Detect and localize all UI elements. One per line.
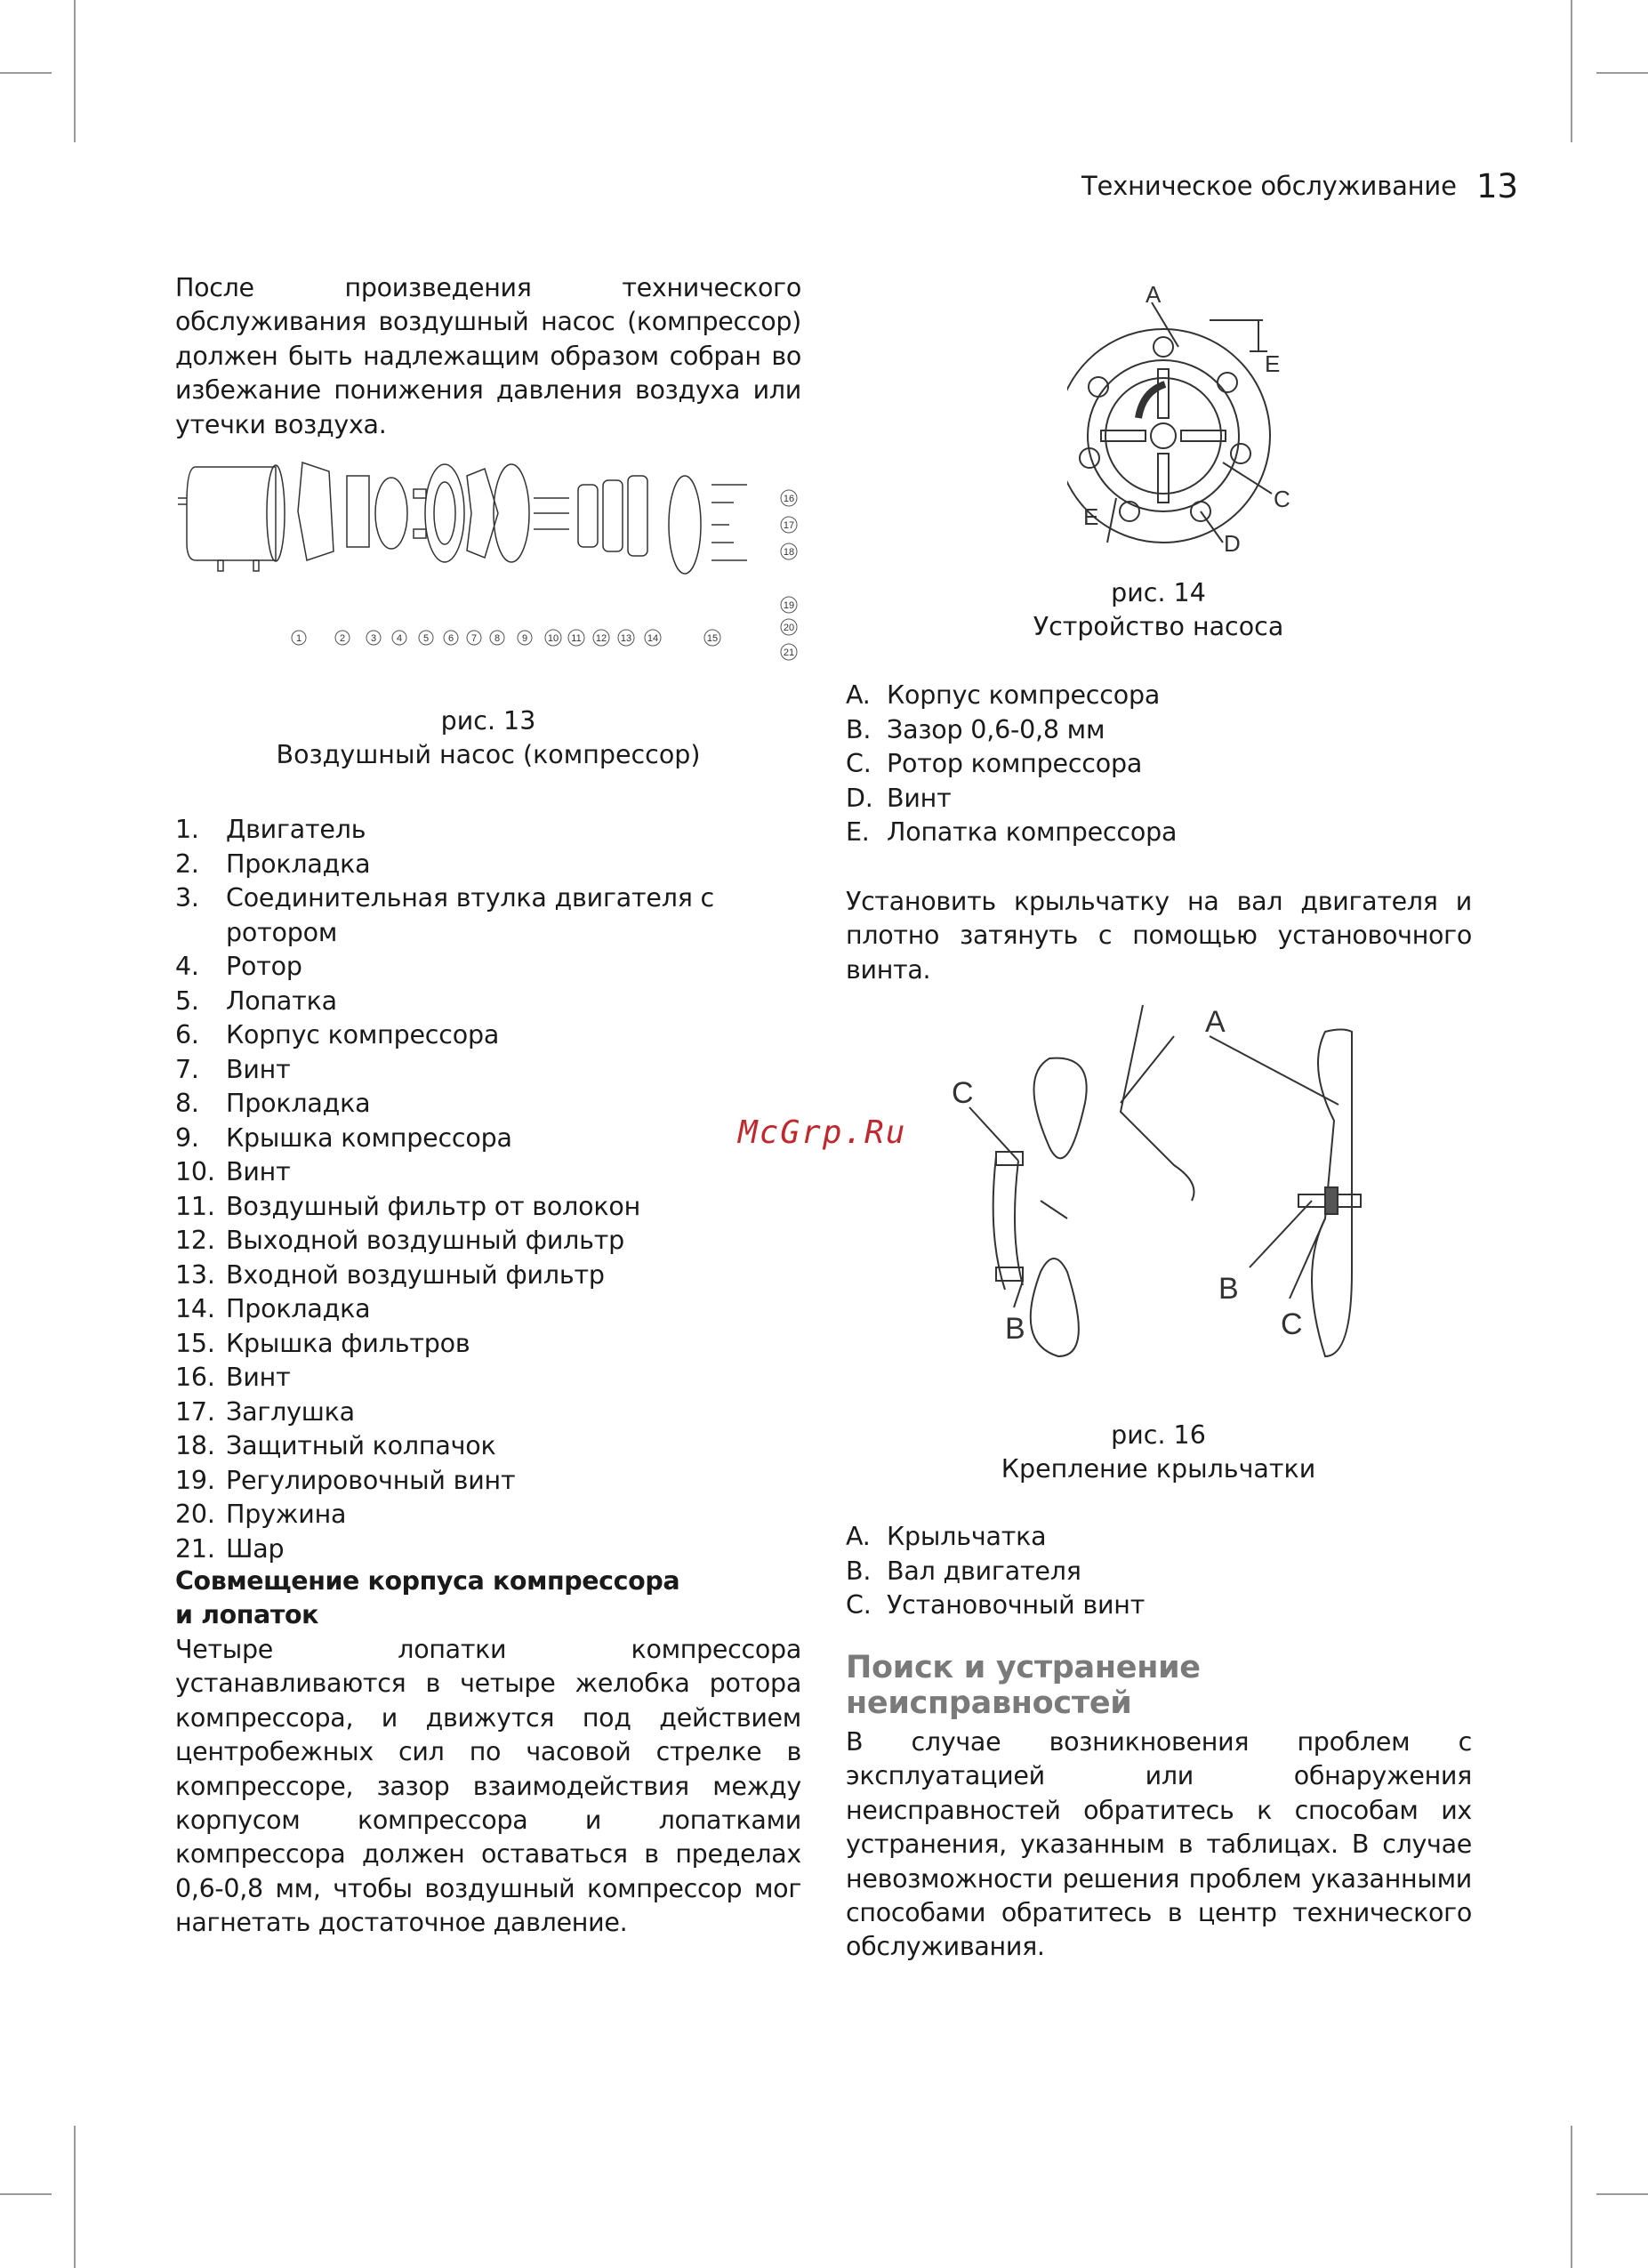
list-item: 11. Воздушный фильтр от волокон xyxy=(175,1191,641,1221)
callout-label: 18 xyxy=(783,547,795,558)
callout-label: 17 xyxy=(783,520,795,531)
fig14-title: Устройство насоса xyxy=(1033,612,1284,642)
page-number: 13 xyxy=(1476,167,1519,205)
letter-label: B xyxy=(1005,1312,1025,1346)
list-item: 19. Регулировочный винт xyxy=(175,1465,516,1495)
fig16-title: Крепление крыльчатки xyxy=(1001,1454,1316,1484)
alignment-heading: Совмещение корпуса компрессора и лопаток xyxy=(175,1566,680,1630)
list-item: 5. Лопатка xyxy=(175,985,337,1016)
legend-item: A. Корпус компрессора xyxy=(846,680,1161,710)
impeller-blade xyxy=(1031,1259,1079,1356)
fig16-legend xyxy=(846,1520,1433,1623)
gasket-part xyxy=(298,462,334,560)
callout-label: 12 xyxy=(595,633,607,644)
running-header: Техническое обслуживание xyxy=(1081,171,1457,201)
crop-mark xyxy=(1571,2126,1572,2268)
callout-label: 3 xyxy=(370,633,377,644)
list-item: 9. Крышка компрессора xyxy=(175,1122,512,1153)
list-item: 20. Пружина xyxy=(175,1500,347,1529)
filter-part xyxy=(578,485,598,547)
troubleshooting-heading: Поиск и устранение неисправностей xyxy=(846,1650,1201,1721)
troubleshooting-text: В случае возникновения проблем с эксплуатацией или обнаружения неисправностей обратитесь к способам их устранения, указанным в таблицах. В случае невозможности решения проблем указанными способами обратитесь в центр технического обслуживания. xyxy=(846,1727,1472,1962)
list-item: 8. Прокладка xyxy=(175,1089,371,1118)
legend-item: B. Зазор 0,6-0,8 мм xyxy=(846,714,1105,744)
fig14-legend xyxy=(846,679,1433,850)
callout-label: 6 xyxy=(447,633,454,644)
filter-cover-part xyxy=(669,476,701,574)
fig13-exploded-diagram xyxy=(178,449,809,667)
vane-part xyxy=(414,489,426,498)
legend-item: B. Вал двигателя xyxy=(846,1556,1081,1586)
list-item: 18. Защитный колпачок xyxy=(175,1431,496,1460)
list-item: 15. Крышка фильтров xyxy=(175,1328,470,1358)
callout-label: 16 xyxy=(783,494,795,504)
callout-label: 5 xyxy=(422,633,430,644)
troubleshooting-paragraph xyxy=(846,1725,1472,1965)
callout-label: 8 xyxy=(494,633,501,644)
crop-mark xyxy=(1596,2193,1648,2195)
fig13-label: рис. 13 xyxy=(440,706,536,736)
fig14-caption xyxy=(889,576,1427,645)
intro-text: После произведения технического обслуживания воздушный насос (компрессор) должен быть надлежащим образом собран во избежание понижения давления воздуха или утечки воздуха. xyxy=(175,273,801,439)
callout-label: 2 xyxy=(339,633,346,644)
callout-label: 11 xyxy=(571,633,582,644)
callout-label: 14 xyxy=(647,633,659,644)
letter-label: A xyxy=(1205,1005,1226,1039)
housing-part xyxy=(425,464,464,562)
cover-part xyxy=(494,464,529,562)
letter-label: A xyxy=(1146,285,1162,308)
legend-item: C. Установочный винт xyxy=(846,1590,1146,1620)
legend-item: E. Лопатка компрессора xyxy=(846,817,1178,847)
list-item: 7. Винт xyxy=(175,1054,291,1084)
rotor-part xyxy=(375,478,407,549)
list-item: 3. Соединительная втулка двигателя с ротором xyxy=(175,883,715,947)
callout-label: 21 xyxy=(783,647,795,658)
intro-paragraph xyxy=(175,271,801,442)
callout-label: 7 xyxy=(470,633,478,644)
crop-mark xyxy=(0,72,52,74)
fig14-label: рис. 14 xyxy=(1111,578,1206,607)
callout-label: 4 xyxy=(396,633,403,644)
fig16-label: рис. 16 xyxy=(1111,1420,1206,1450)
fig14-pump-diagram xyxy=(1067,285,1298,569)
impeller-paragraph xyxy=(846,885,1472,987)
legend-item: A. Крыльчатка xyxy=(846,1522,1047,1551)
fig13-callouts xyxy=(292,490,797,660)
letter-label: D xyxy=(1224,530,1241,557)
list-item: 17. Заглушка xyxy=(175,1396,355,1427)
crop-mark xyxy=(1571,0,1572,142)
motor-body xyxy=(187,467,276,560)
letter-label: C xyxy=(1274,486,1290,512)
callout-label: 19 xyxy=(783,600,795,611)
list-item: 12. Выходной воздушный фильтр xyxy=(175,1226,625,1255)
letter-label: B xyxy=(1218,1272,1239,1306)
callout-label: 13 xyxy=(620,633,632,644)
letter-label: E xyxy=(1265,350,1281,377)
list-item: 4. Ротор xyxy=(175,952,302,981)
fig13-caption xyxy=(175,704,801,773)
filter-part xyxy=(603,480,623,551)
legend-item: D. Винт xyxy=(846,783,952,813)
filter-part xyxy=(628,476,647,556)
list-item: 10. Винт xyxy=(175,1157,291,1186)
vane-part xyxy=(414,529,426,538)
crop-mark xyxy=(74,0,76,142)
crop-mark xyxy=(1596,72,1648,74)
letter-label: C xyxy=(1281,1307,1303,1341)
parts-list xyxy=(175,813,816,1566)
alignment-text: Четыре лопатки компрессора устанавливаются в четыре желобка ротора компрессора, и движутся под действием центробежных сил по часовой стрелке в компрессоре, зазор взаимодействия между корпусом компрессора и лопатками компрессора должен оставаться в пределах 0,6-0,8 мм, чтобы воздушный компрессор мог нагнетать достаточное давление. xyxy=(175,1635,801,1938)
list-item: 21. Шар xyxy=(175,1533,285,1564)
callout-label: 15 xyxy=(706,633,719,644)
callout-label: 10 xyxy=(547,633,559,644)
crop-mark xyxy=(74,2126,76,2268)
callout-label: 9 xyxy=(521,633,528,644)
fig16-caption xyxy=(889,1419,1427,1487)
hub-part xyxy=(347,476,369,547)
impeller-text: Установить крыльчатку на вал двигателя и плотно затянуть с помощью установочного винта. xyxy=(846,887,1472,985)
alignment-paragraph xyxy=(175,1633,801,1941)
list-item: 2. Прокладка xyxy=(175,848,371,879)
legend-item: C. Ротор компрессора xyxy=(846,749,1143,778)
list-item: 14. Прокладка xyxy=(175,1294,371,1323)
fig16-letters xyxy=(952,1005,1303,1346)
list-item: 13. Входной воздушный фильтр xyxy=(175,1259,605,1290)
list-item: 6. Корпус компрессора xyxy=(175,1020,500,1050)
callout-label: 1 xyxy=(295,633,302,644)
list-item: 1. Двигатель xyxy=(175,815,366,844)
callout-label: 20 xyxy=(783,623,795,633)
fig16-impeller-diagram xyxy=(934,1005,1379,1379)
watermark: McGrp.Ru xyxy=(738,1114,907,1151)
letter-label: C xyxy=(952,1076,974,1110)
crop-mark xyxy=(0,2193,52,2195)
letter-label: E xyxy=(1083,503,1099,530)
fig13-title: Воздушный насос (компрессор) xyxy=(276,740,701,770)
impeller-blade xyxy=(1034,1058,1087,1159)
list-item: 16. Винт xyxy=(175,1363,291,1392)
